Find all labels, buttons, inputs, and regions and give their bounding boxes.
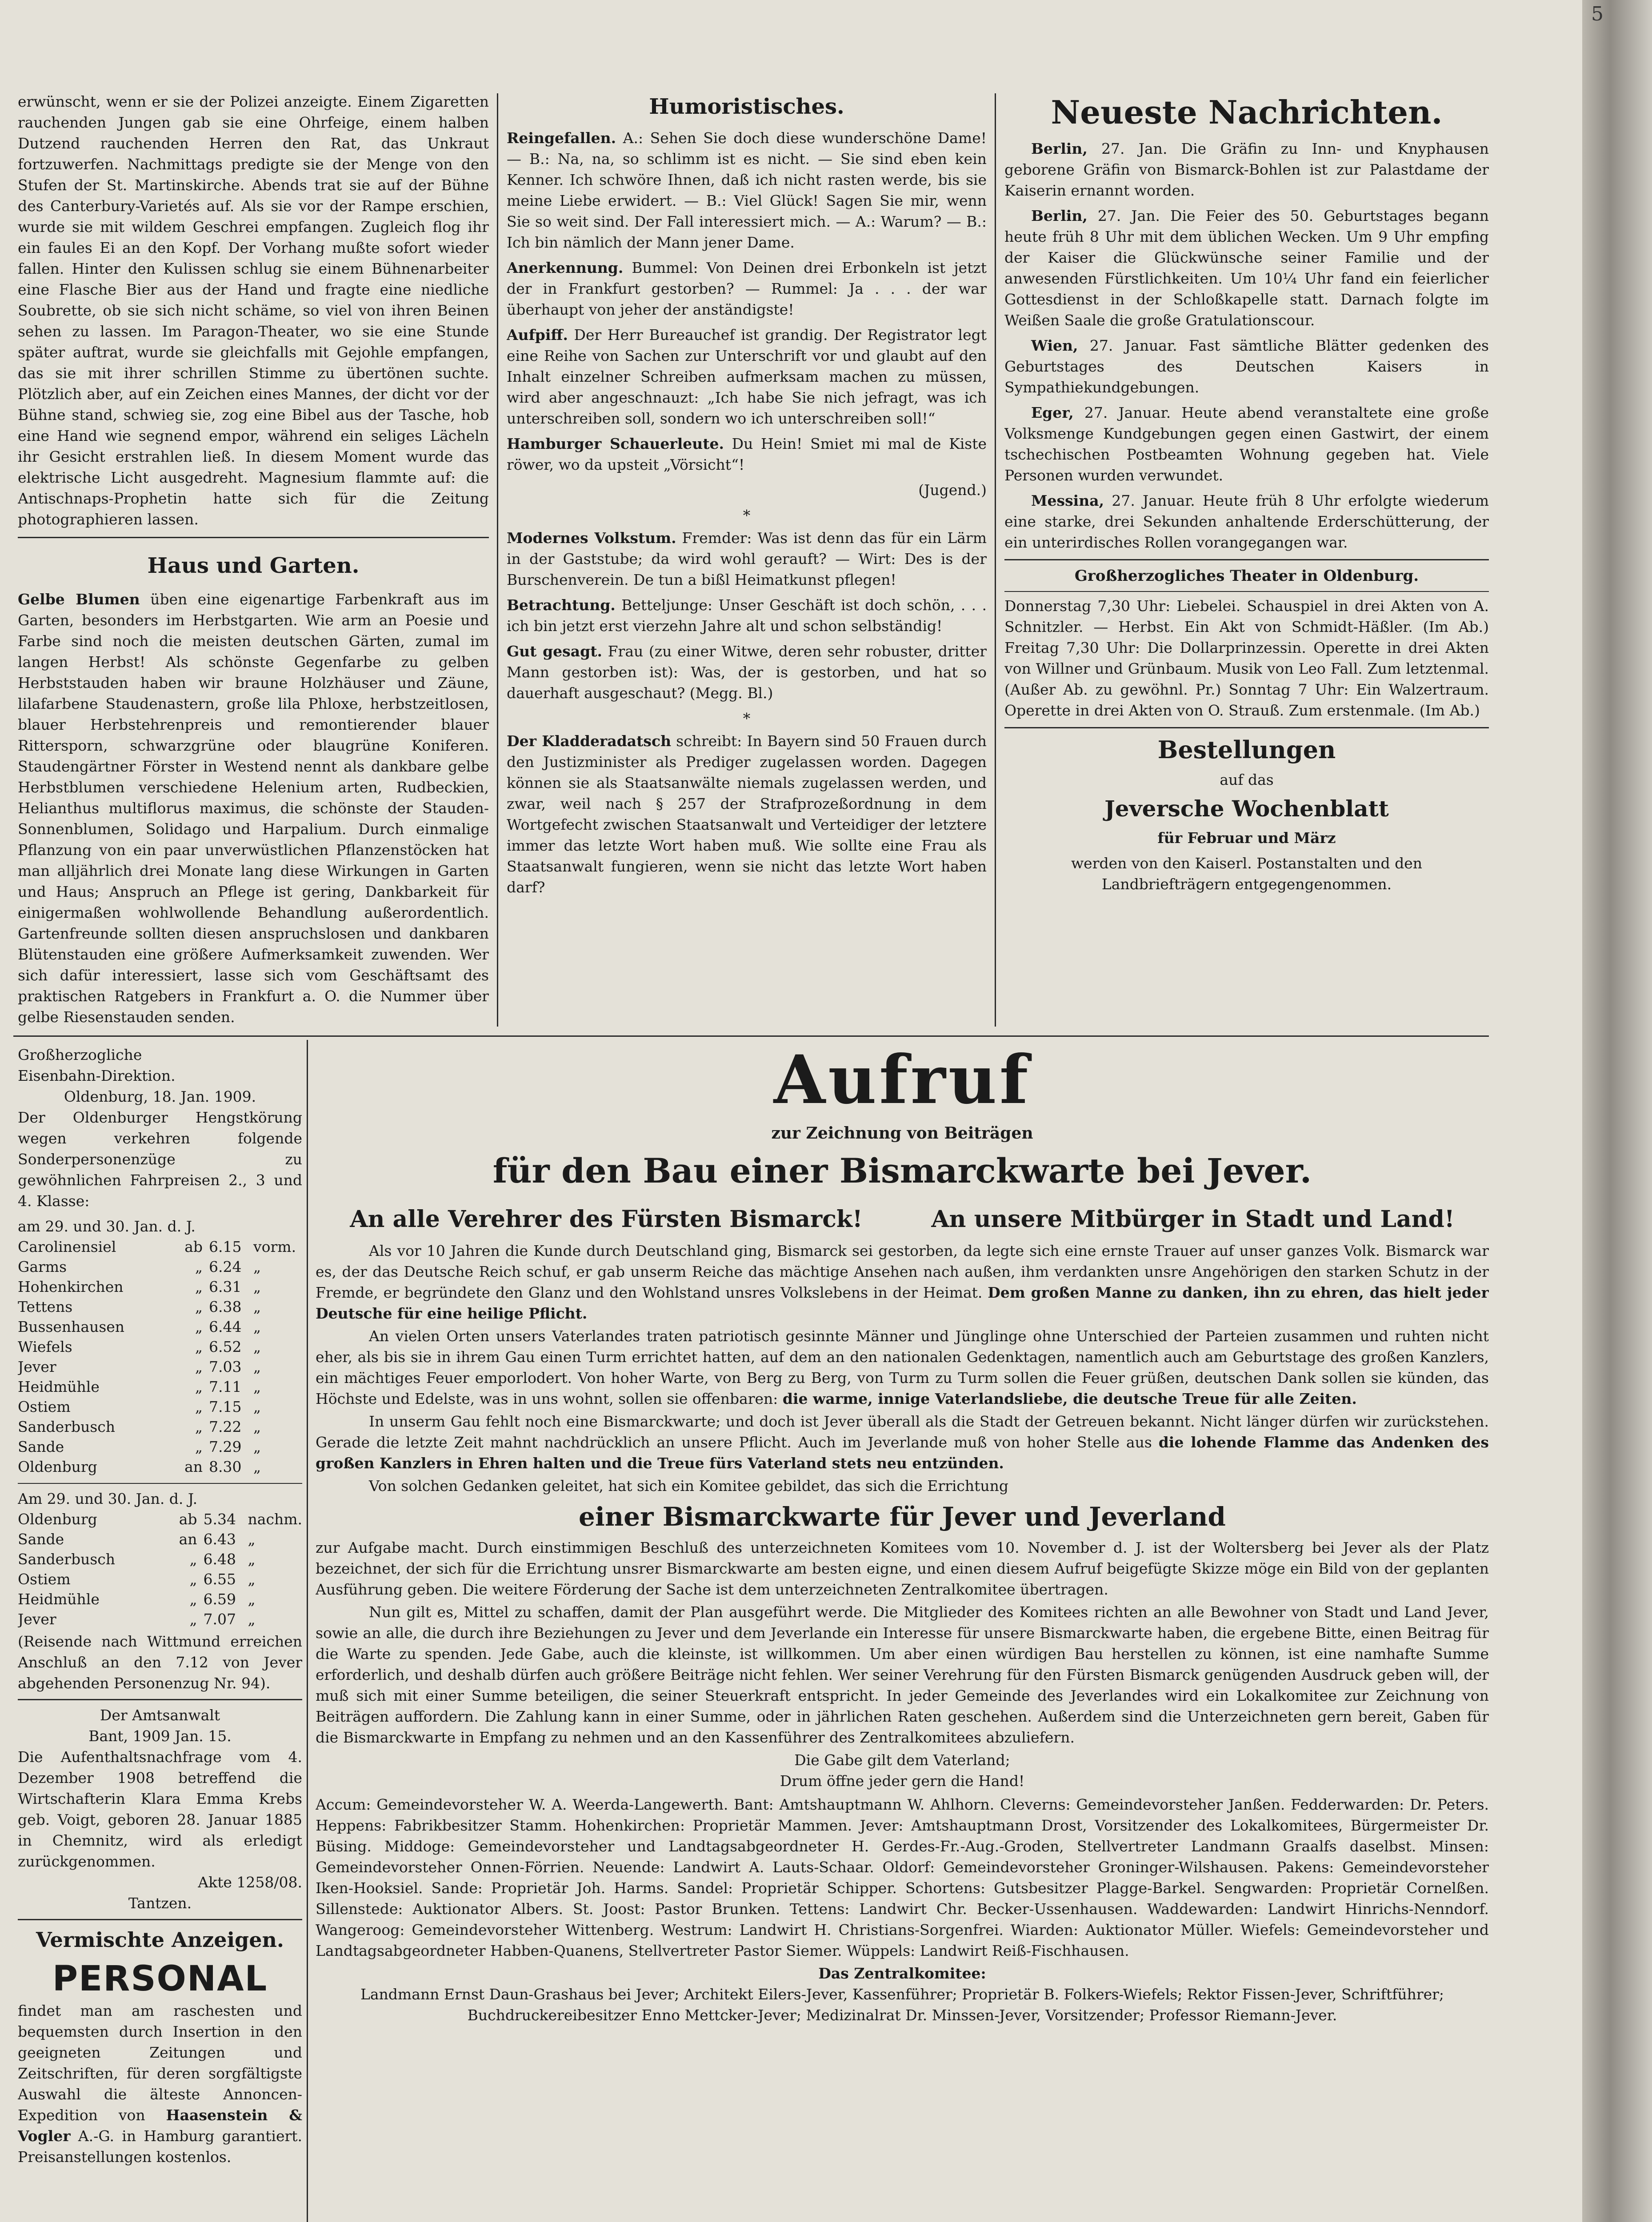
- column-rule: [995, 93, 996, 1027]
- rail-place-date: Oldenburg, 18. Jan. 1909.: [64, 1088, 256, 1105]
- timetable-station: Jever: [18, 1611, 56, 1628]
- separator-star: *: [743, 710, 751, 727]
- timetable-station: Tettens: [18, 1298, 73, 1315]
- amt-sign: Tantzen.: [128, 1894, 192, 1912]
- timetable-period: „: [253, 1398, 261, 1415]
- timetable-row: [18, 1609, 302, 1629]
- theater-text: Donnerstag 7,30 Uhr: Liebelei. Schauspiel in drei Akten von A. Schnitzler. — Herbst. Ein Akt von Schmidt-Häßler. (Im Ab.) Freitag 7,30 Uhr: Die Dollarprinzessin. Operette in drei Akten von Willner und Grünbaum. Musik von Leo Fall. Zum letztenmal. (Außer Ab. zu gewöhnl. Pr.) Sonntag 7 Uhr: Ein Walzertraum. Operette in drei Akten von O. Strauß. Zum erstenmale. (Im Ab.): [1004, 597, 1489, 719]
- column-right: [1004, 91, 1489, 1033]
- timetable-row: [18, 1549, 302, 1569]
- divider: [18, 1699, 302, 1700]
- timetable-dir: „: [189, 1551, 197, 1568]
- news-item-text: 27. Januar. Heute früh 8 Uhr erfolgte wiederum eine starke, drei Sekunden anhaltende Erderschütterung, der ein unterirdisches Rollen vorangegangen war.: [1004, 492, 1489, 551]
- timetable-station: Sanderbusch: [18, 1418, 116, 1435]
- timetable-row: [18, 1337, 302, 1357]
- bestell-months: für Februar und März: [1157, 829, 1336, 847]
- column-middle: [507, 91, 987, 1033]
- humor-item: [507, 257, 987, 320]
- timetable-period: „: [248, 1611, 256, 1628]
- timetable-period: vorm.: [253, 1238, 296, 1255]
- p3-text: In unserm Gau fehlt noch eine Bismarckwarte; und doch ist Jever überall als die Stadt der Getreuen bekannt. Nicht länger dürfen wir zurückstehen. Gerade die letzte Zeit mahnt nachdrücklich an unsere Pflicht. Auch im Jeverlande muß von hoher Stelle aus: [316, 1413, 1489, 1451]
- humor-item-text: Der Herr Bureauchef ist grandig. Der Registrator legt eine Reihe von Sachen zur Unterschrift vor und glaubt auf den Inhalt einzelner Schreiben aufmerksam machen zu müssen, wird aber angeschnauzt: „Ich habe Sie nich jefragt, was ich unterschreiben soll, sondern wo ich unterschreiben soll!“: [507, 326, 987, 427]
- divider: [1004, 591, 1489, 592]
- timetable-row: [18, 1589, 302, 1609]
- timetable-time: 6.43: [203, 1531, 236, 1548]
- theater-title: Großherzogliches Theater in Oldenburg.: [1074, 567, 1419, 585]
- timetable-row: [18, 1417, 302, 1437]
- p2-bold: die warme, innige Vaterlandsliebe, die deutsche Treue für alle Zeiten.: [782, 1390, 1357, 1407]
- timetable-station: Wiefels: [18, 1338, 72, 1355]
- timetable-station: Oldenburg: [18, 1511, 97, 1528]
- timetable-dir: „: [195, 1338, 203, 1355]
- news-item-text: 27. Jan. Die Feier des 50. Geburtstages begann heute früh 8 Uhr mit dem üblichen Wecken. Um 9 Uhr empfing der Kaiser die Glückwünsche seiner Familie und der anwesenden Fürstlichkeiten. Um 10¼ Uhr fand ein feierlicher Gottesdienst in der Schloßkapelle statt. Darnach folgte im Weißen Saale die große Gratulationscour.: [1004, 207, 1489, 329]
- aufruf-p4: Von solchen Gedanken geleitet, hat sich ein Komitee gebildet, das sich die Errichtung: [369, 1477, 1009, 1495]
- p1-text: Als vor 10 Jahren die Kunde durch Deutschland ging, Bismarck sei gestorben, da legte sich eine ernste Trauer auf unser ganzes Volk. Bismarck war es, der das Deutsche Reich schuf, er gab unserm Reiche das mächtige Ansehen nach außen, ihm verdankten unsre Angehörigen den starken Schutz in der Fremde, er begründete den Glanz und den Wohlstand unsres Volkslebens in der Heimat.: [316, 1242, 1489, 1301]
- timetable-period: nachm.: [248, 1511, 302, 1528]
- humor-item-lead: Aufpiff.: [507, 326, 568, 344]
- timetable-time: 6.44: [209, 1318, 242, 1335]
- humor-item: [507, 324, 987, 429]
- timetable-row: [18, 1437, 302, 1457]
- haus-body: üben eine eigenartige Farbenkraft aus im Garten, besonders im Herbstgarten. Wie arm an Poesie und Farbe sind noch die meisten deutschen Gärten, zumal im langen Herbst! Als schönste Gegenfarbe zu gelben Herbststauden haben wir braune Holzhäuser und Zäune, lilafarbene Staudenastern, große lila Phloxe, herbstzeitlosen, blauer Herbstehrenpreis und remontierender blauer Rittersporn, schwarzgrüne oder blaugrüne Koniferen. Staudengärtner Förster in Westend nennt als dankbare gelbe Herbstblumen verschiedene Helenium arten, Rudbeckien, Helianthus multiflorus maximus, die schönste der Stauden-Sonnenblumen, Solidago und Harpalium. Durch einmalige Pflanzung von ein paar unverwüstlichen Pflanzenstöcken hat man alljährlich drei Monate lang diese Wirkungen in Garten und Haus; Anspruch an Pflege ist gering, Dankbarkeit für einigermaßen wohlwollende Behandlung außerordentlich. Gartenfreunde sollten diesen anspruchslosen und dankbaren Blütenstauden eine größere Aufmerksamkeit zuwenden. Wer sich dafür interessiert, lasse sich vom Geschäftsamt des praktischen Ratgebers in Frankfurt a. O. die Nummer über gelbe Riesenstauden senden.: [18, 591, 489, 1026]
- humor-item-text: Frau (zu einer Witwe, deren sehr robuster, dritter Mann gestorben ist): Was, der is gestorben, und hat so dauerhaft ausgeschaut? (Megg. Bl.): [507, 643, 987, 702]
- humor-item-lead: Anerkennung.: [507, 259, 624, 276]
- timetable-period: „: [253, 1318, 261, 1335]
- timetable-time: 7.11: [209, 1378, 242, 1395]
- page-number: 5: [1591, 3, 1604, 25]
- ads-personal: PERSONAL: [52, 1959, 268, 1999]
- amt-title: Der Amtsanwalt: [100, 1706, 220, 1724]
- timetable-period: „: [253, 1438, 261, 1455]
- aufruf-p5: zur Aufgabe macht. Durch einstimmigen Beschluß des unterzeichneten Komitees vom 10. November d. J. ist der Woltersberg bei Jever als der Platz bezeichnet, der sich für die Errichtung unsrer Bismarckwarte am besten eigne, und einen diesem Aufruf beigefügte Skizze möge ein Bild von der geplanten Ausführung geben. Die weitere Förderung der Sache ist dem unterzeichneten Zentralkomitee übertragen.: [316, 1539, 1489, 1598]
- humor-list: [507, 128, 987, 898]
- amt-akte: Akte 1258/08.: [198, 1874, 302, 1891]
- separator-star: *: [743, 507, 751, 524]
- ads-company: Haasenstein & Vogler: [18, 2106, 302, 2145]
- timetable-station: Ostiem: [18, 1398, 71, 1415]
- timetable-time: 5.34: [203, 1511, 236, 1528]
- timetable-station: Garms: [18, 1258, 67, 1275]
- aufruf-subtitle: zur Zeichnung von Beiträgen: [771, 1124, 1033, 1143]
- timetable-period: „: [253, 1258, 261, 1275]
- ads-text-before: findet man am raschesten und bequemsten durch Insertion in den geeigneten Zeitungen und Zeitschriften, für deren sorgfältigste Auswahl die älteste Annoncen-Expedition von: [18, 2002, 302, 2124]
- bestell-title: Bestellungen: [1157, 735, 1336, 764]
- timetable-dir: „: [189, 1571, 197, 1588]
- ads-title: Vermischte Anzeigen.: [36, 1928, 284, 1952]
- haus-text: [18, 589, 489, 1027]
- timetable-period: „: [248, 1551, 256, 1568]
- aufruf-p2: [316, 1326, 1489, 1409]
- news-item: [1004, 138, 1489, 201]
- p2-text: An vielen Orten unsers Vaterlandes traten patriotisch gesinnte Männer und Jünglinge ohne Unterschied der Parteien zusammen und ruhten nicht eher, als bis sie in ihrem Gau einen Turm errichtet hatten, auf dem an den nationalen Gedenktagen, namentlich auch am Geburtstage des großen Kanzlers, ein mächtiges Feuer emporlodert. Von hoher Warte, von Berg zu Berg, von Turm zu Turm sollen die Feuer grüßen, deutschen Dank sollen sie künden, das Höchste und Edelste, was in uns wohnt, sollen sie offenbaren:: [316, 1327, 1489, 1407]
- timetable-row: [18, 1237, 302, 1257]
- timetable-station: Hohenkirchen: [18, 1278, 124, 1295]
- timetable-dir: an: [184, 1458, 203, 1475]
- timetable-dir: „: [189, 1591, 197, 1608]
- timetable-period: „: [253, 1278, 261, 1295]
- timetable-row: [18, 1277, 302, 1297]
- divider: [1004, 727, 1489, 728]
- news-item-text: 27. Januar. Heute abend veranstaltete eine große Volksmenge Kundgebungen gegen einen Gastwirt, der einem tschechischen Postbeamten Wohnung gegeben hat. Viele Personen wurden verwundet.: [1004, 404, 1489, 484]
- aufruf-calls: [316, 1204, 1489, 1235]
- timetable-station: Sanderbusch: [18, 1551, 116, 1568]
- news-list: [1004, 138, 1489, 553]
- timetable-time: 6.24: [209, 1258, 242, 1275]
- timetable-dir: ab: [184, 1238, 203, 1255]
- ads-text: [18, 2000, 302, 2167]
- rail-note: (Reisende nach Wittmund erreichen Anschluß an den 7.12 von Jever abgehenden Personenzug Nr. 94).: [18, 1633, 302, 1692]
- humor-item-text: Betteljunge: Unser Geschäft ist doch schön, . . . ich bin jetzt erst vierzehn Jahre alt und schon selbständig!: [507, 596, 987, 635]
- timetable-time: 7.29: [209, 1438, 242, 1455]
- p1-bold: Dem großen Manne zu danken, ihn zu ehren, das hielt jeder Deutsche für eine heilige Pflicht.: [316, 1284, 1489, 1322]
- humor-item-text: Fremder: Was ist denn das für ein Lärm in der Gaststube; da wird wohl gerauft? — Wirt: Des is der Burschenverein. De tun a bißl Heimatkunst pflegen!: [507, 529, 987, 588]
- timetable-station: Ostiem: [18, 1571, 71, 1588]
- news-item: [1004, 335, 1489, 398]
- news-item-text: 27. Januar. Fast sämtliche Blätter gedenken des Geburtstages des Deutschen Kaisers in Sympathiekundgebungen.: [1004, 337, 1489, 396]
- news-item: [1004, 402, 1489, 486]
- humor-item-lead: Betrachtung.: [507, 596, 616, 614]
- news-item-place: Berlin,: [1031, 140, 1088, 157]
- aufruf-p6: Nun gilt es, Mittel zu schaffen, damit der Plan ausgeführt werde. Die Mitglieder des Komitees richten an alle Bewohner von Stadt und Land Jever, sowie an alle, die durch ihre Beziehungen zu Jever und dem Jeverlande ein Interesse für unsere Bismarckwarte haben, die ergebene Bitte, einen Beitrag für die Warte zu spenden. Jede Gabe, auch die kleinste, ist willkommen. Um aber einen würdigen Bau herstellen zu können, ist eine namhafte Summe erforderlich, und deshalb dürfen auch größere Beiträge nicht fehlen. Wer seiner Verehrung für den Fürsten Bismarck genügenden Ausdruck geben will, der muß sich mit einer Summe beteiligen, die seiner Steuerkraft entspricht. In jeder Gemeinde des Jeverlandes wird ein Lokalkomitee zur Zeichnung von Beiträgen auffordern. Die Zahlung kann in einer Summe, oder in jährlichen Raten geschehen. Außerdem sind die Unterzeichneten gern bereit, Gaben für die Bismarckwarte in Empfang zu nehmen und an den Kassenführer des Zentralkomitees abzuliefern.: [316, 1603, 1489, 1746]
- divider: [18, 537, 489, 538]
- news-item: [1004, 205, 1489, 331]
- ads-text-after: A.-G. in Hamburg garantiert. Preisanstellungen kostenlos.: [18, 2127, 302, 2166]
- timetable-time: 6.48: [203, 1551, 236, 1568]
- humor-item: [507, 641, 987, 703]
- humor-title: Humoristisches.: [649, 94, 844, 119]
- humor-item: [507, 433, 987, 475]
- timetable-period: „: [253, 1378, 261, 1395]
- verse-2: Drum öffne jeder gern die Hand!: [780, 1772, 1025, 1790]
- aufruf-p1: [316, 1240, 1489, 1324]
- column-left: [18, 91, 489, 1033]
- humor-item-text: schreibt: In Bayern sind 50 Frauen durch den Justizminister als Prediger zugelassen worden. Dagegen können sie als Staatsanwälte niemals zugelassen werden, und zwar, weil nach § 257 der Strafprozeßordnung in dem Wortgefecht zwischen Staatsanwalt und Verteidiger der letztere immer das letzte Wort haben muß. Wie sollte eine Frau als Staatsanwalt fungieren, wenn sie nicht das letzte Wort haben darf?: [507, 732, 987, 896]
- scan-edge: [1582, 0, 1652, 2222]
- timetable-time: 7.22: [209, 1418, 242, 1435]
- timetable-time: 6.15: [209, 1238, 242, 1255]
- timetable-period: „: [253, 1298, 261, 1315]
- timetable-station: Bussenhausen: [18, 1318, 125, 1335]
- police-story: erwünscht, wenn er sie der Polizei anzeigte. Einem Zigaretten rauchenden Jungen gab sie eine Ohrfeige, einem halben Dutzend rauchenden Herren den Rat, das Unkraut fortzuwerfen. Nachmittags predigte sie der Menge von den Stufen der St. Martinskirche. Abends trat sie auf der Bühne des Canterbury-Varietés auf. Als sie vor der Rampe erschien, wurde sie mit wildem Geschrei empfangen. Zugleich flog ihr ein faules Ei an den Kopf. Der Vorhang mußte sofort wieder fallen. Hinter den Kulissen schlug sie einem Bühnenarbeiter eine Flasche Bier aus der Hand und fragte eine niedliche Soubrette, ob sie sich nicht schäme, so viel von ihren Beinen sehen zu lassen. Im Paragon-Theater, wo sie eine Stunde später auftrat, wurde sie gleichfalls mit Gejohle empfangen, das sie mit ihrer schrillen Stimme zu übertönen suchte. Plötzlich aber, auf ein Zeichen eines Mannes, der dicht vor der Bühne stand, schwieg sie, zog eine Bibel aus der Tasche, hob eine Hand wie segnend empor, während ein seliges Lächeln ihr Gesicht erstrahlen ließ. In diesem Moment wurde das elektrische Licht ausgedreht. Magnesium flammte auf: die Antischnaps-Prophetin hatte sich für die Zeitung photographieren lassen.: [18, 93, 489, 528]
- timetable-row: [18, 1357, 302, 1377]
- timetable-station: Sande: [18, 1531, 64, 1548]
- timetable-time: 7.03: [209, 1358, 242, 1375]
- timetable-station: Heidmühle: [18, 1591, 100, 1608]
- news-item-place: Eger,: [1031, 404, 1074, 421]
- aufruf-members: Accum: Gemeindevorsteher W. A. Weerda-Langewerth. Bant: Amtshauptmann W. Ahlhorn. Cleverns: Gemeindevorsteher Janßen. Fedderwarden: Dr. Peters. Heppens: Fabrikbesitzer Stamm. Hohenkirchen: Proprietär Mammen. Jever: Amtshauptmann Drost, Vorsitzender des Lokalkomitees, Bürgermeister Dr. Büsing. Middoge: Gemeindevorsteher und Landtagsabgeordneter H. Gerdes-Fr.-Aug.-Groden, Stellvertreter Landmann Graalfs daselbst. Minsen: Gemeindevorsteher Onnen-Förrien. Neuende: Landwirt A. Lauts-Schaar. Oldorf: Gemeindevorsteher Groninger-Wilshausen. Pakens: Gemeindevorsteher Iken-Hooksiel. Sande: Proprietär Joh. Harms. Sandel: Proprietär Schipper. Schortens: Gutsbesitzer Plagge-Barkel. Sengwarden: Proprietär Cornelßen. Sillenstede: Auktionator Albers. St. Joost: Pastor Brunken. Tettens: Landwirt Chr. Becker-Ussenhausen. Waddewarden: Landwirt Hinrichs-Nenndorf. Wangeroog: Gemeindevorsteher Wittenberg. Westrum: Landwirt H. Christians-Sorgenfrei. Wiarden: Auktionator Müller. Wiefels: Gemeindevorsteher und Landtagsabgeordneter Habben-Quanens, Stellvertreter Pastor Siemer. Wüppels: Landwirt Reiß-Fischhausen.: [316, 1796, 1489, 1959]
- timetable-dir: „: [195, 1318, 203, 1335]
- timetable-row: [18, 1509, 302, 1529]
- timetable-dir: „: [195, 1418, 203, 1435]
- divider: [18, 1483, 302, 1484]
- humor-item-source: (Jugend.): [918, 481, 987, 499]
- timetable-station: Carolinensiel: [18, 1238, 116, 1255]
- timetable-dir: „: [195, 1378, 203, 1395]
- aufruf-subheadline: einer Bismarckwarte für Jever und Jeverland: [579, 1502, 1226, 1532]
- news-title: Neueste Nachrichten.: [1051, 93, 1443, 131]
- central-title: Das Zentralkomitee:: [818, 1965, 986, 1982]
- timetable-dir: „: [195, 1358, 203, 1375]
- timetable-row: [18, 1257, 302, 1277]
- timetable-time: 6.52: [209, 1338, 242, 1355]
- aufruf-section: [316, 1042, 1489, 2222]
- timetable-period: „: [248, 1591, 256, 1608]
- news-item-place: Messina,: [1031, 492, 1104, 509]
- news-item-place: Berlin,: [1031, 207, 1088, 224]
- timetable-row: [18, 1569, 302, 1589]
- humor-item-lead: Reingefallen.: [507, 129, 616, 147]
- timetable-station: Sande: [18, 1438, 64, 1455]
- rail-issuer1: Großherzogliche: [18, 1046, 142, 1063]
- timetable-time: 7.15: [209, 1398, 242, 1415]
- timetable-time: 8.30: [209, 1458, 242, 1475]
- humor-item: [507, 528, 987, 590]
- timetable-time: 6.59: [203, 1591, 236, 1608]
- amt-place-date: Bant, 1909 Jan. 15.: [88, 1727, 232, 1745]
- humor-item-lead: Gut gesagt.: [507, 643, 602, 660]
- divider: [18, 1919, 302, 1920]
- timetable-period: „: [253, 1358, 261, 1375]
- bestell-sub: auf das: [1220, 771, 1274, 788]
- timetable-row: [18, 1317, 302, 1337]
- verse-1: Die Gabe gilt dem Vaterland;: [794, 1751, 1010, 1769]
- central-text: Landmann Ernst Daun-Grashaus bei Jever; Architekt Eilers-Jever, Kassenführer; Proprietär B. Folkers-Wiefels; Rektor Fissen-Jever, Schriftführer; Buchdruckereibesitzer Enno Mettcker-Jever; Medizinalrat Dr. Minssen-Jever, Vorsitzender; Professor Riemann-Jever.: [360, 1986, 1444, 2024]
- timetable-row: [18, 1397, 302, 1417]
- aufruf-title: Aufruf: [773, 1042, 1031, 1119]
- news-item-text: 27. Jan. Die Gräfin zu Inn- und Knyphausen geborene Gräfin von Bismarck-Bohlen ist zur Palastdame der Kaiserin ernannt worden.: [1004, 140, 1489, 199]
- humor-item-text: A.: Sehen Sie doch diese wunderschöne Dame! — B.: Na, na, so schlimm ist es nicht. — Sie sind eben kein Kenner. Ich schwöre Ihnen, daß ich nicht rasten werde, bis sie meine Liebe erwidert. — B.: Viel Glück! Sagen Sie mir, wenn Sie so weit sind. Der Fall interessiert mich. — A.: Warum? — B.: Ich bin nämlich der Mann jener Dame.: [507, 129, 987, 251]
- timetable-station: Heidmühle: [18, 1378, 100, 1395]
- humor-item-text: Bummel: Von Deinen drei Erbonkeln ist jetzt der in Frankfurt gestorben? — Rummel: Ja . . . der war überhaupt von jeher der anständigste!: [507, 259, 987, 318]
- timetable-dir: „: [195, 1438, 203, 1455]
- haus-lead: Gelbe Blumen: [18, 591, 140, 608]
- rail-intro: Der Oldenburger Hengstkörung wegen verkehren folgende Sonderpersonenzüge zu gewöhnlichen Fahrpreisen 2., 3 und 4. Klasse:: [18, 1109, 302, 1210]
- timetable-station: Jever: [18, 1358, 56, 1375]
- timetable-row: [18, 1529, 302, 1549]
- humor-item: [507, 595, 987, 636]
- timetable-evening: [18, 1509, 302, 1629]
- rail-sect1: am 29. und 30. Jan. d. J.: [18, 1218, 196, 1235]
- rail-issuer2: Eisenbahn-Direktion.: [18, 1067, 176, 1084]
- news-item: [1004, 490, 1489, 553]
- timetable-dir: „: [195, 1278, 203, 1295]
- timetable-dir: „: [195, 1298, 203, 1315]
- rail-sect2: Am 29. und 30. Jan. d. J.: [18, 1490, 198, 1507]
- humor-item-lead: Der Kladderadatsch: [507, 732, 672, 750]
- humor-item: [507, 128, 987, 253]
- timetable-period: „: [253, 1418, 261, 1435]
- timetable-period: „: [248, 1571, 256, 1588]
- timetable-time: 6.31: [209, 1278, 242, 1295]
- humor-item-lead: Modernes Volkstum.: [507, 529, 676, 547]
- timetable-dir: ab: [179, 1511, 197, 1528]
- timetable-time: 6.38: [209, 1298, 242, 1315]
- bestell-paper: Jeversche Wochenblatt: [1104, 795, 1389, 822]
- column-notices: [18, 1044, 302, 2222]
- haus-title: Haus und Garten.: [147, 553, 360, 578]
- timetable-period: „: [253, 1458, 261, 1475]
- call-right: An unsere Mitbürger in Stadt und Land!: [931, 1206, 1455, 1233]
- timetable-dir: „: [195, 1258, 203, 1275]
- bestell-text: werden von den Kaiserl. Postanstalten und den Landbriefträgern entgegengenommen.: [1071, 855, 1423, 893]
- timetable-row: [18, 1457, 302, 1477]
- timetable-row: [18, 1377, 302, 1397]
- timetable-dir: „: [195, 1398, 203, 1415]
- timetable-station: Oldenburg: [18, 1458, 97, 1475]
- column-rule: [497, 93, 498, 1027]
- humor-item-text: Du Hein! Smiet mi mal de Kiste röwer, wo da upsteit „Vörsicht“!: [507, 435, 987, 473]
- call-left: An alle Verehrer des Fürsten Bismarck!: [350, 1206, 863, 1233]
- section-rule: [13, 1035, 1489, 1037]
- timetable-row: [18, 1297, 302, 1317]
- timetable-period: „: [248, 1531, 256, 1548]
- timetable-dir: „: [189, 1611, 197, 1628]
- timetable-dir: an: [179, 1531, 197, 1548]
- humor-item: [507, 731, 987, 898]
- divider: [1004, 559, 1489, 560]
- timetable-period: „: [253, 1338, 261, 1355]
- news-item-place: Wien,: [1031, 337, 1078, 354]
- humor-item-lead: Hamburger Schauerleute.: [507, 435, 724, 452]
- timetable-time: 6.55: [203, 1571, 236, 1588]
- timetable-morning: [18, 1237, 302, 1477]
- aufruf-p3: [316, 1411, 1489, 1474]
- p3-bold: die lohende Flamme das Andenken des großen Kanzlers in Ehren halten und die Treue fürs Vaterland stets neu entzünden.: [316, 1434, 1489, 1472]
- timetable-time: 7.07: [203, 1611, 236, 1628]
- aufruf-headline: für den Bau einer Bismarckwarte bei Jever.: [492, 1151, 1312, 1191]
- amt-text: Die Aufenthaltsnachfrage vom 4. Dezember 1908 betreffend die Wirtschafterin Klara Emma Krebs geb. Voigt, geboren 28. Januar 1885 in Chemnitz, wird als erledigt zurückgenommen.: [18, 1748, 302, 1870]
- column-rule: [307, 1040, 308, 2222]
